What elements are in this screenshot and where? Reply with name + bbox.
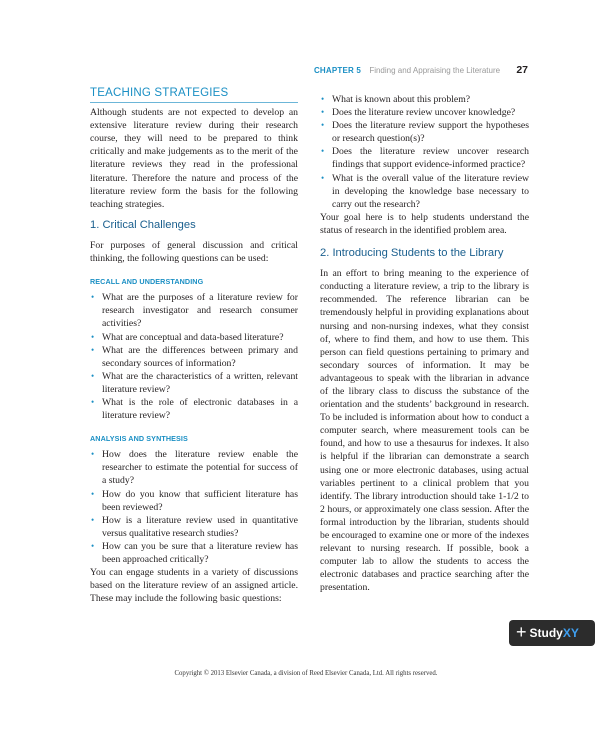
bullet-icon: • bbox=[91, 344, 95, 355]
list-item: • How does the literature review enable the researcher to estimate the potential for success of a study? bbox=[91, 449, 298, 487]
library-heading: 2. Introducing Students to the Library bbox=[320, 247, 504, 260]
list-item: • How is a literature review used in quantitative versus qualitative research studies? bbox=[91, 514, 298, 539]
list-item: • What are conceptual and data-based literature? bbox=[91, 331, 284, 343]
copyright-footer: Copyright © 2013 Elsevier Canada, a division of Reed Elsevier Canada, Ltd. All rights reserved. bbox=[174, 670, 438, 677]
analysis-heading: ANALYSIS AND SYNTHESIS bbox=[90, 434, 188, 444]
badge-prefix: Study bbox=[529, 626, 563, 640]
list-item: • What is known about this problem? bbox=[321, 94, 471, 105]
left-column bbox=[90, 87, 298, 605]
chapter-label: CHAPTER 5 bbox=[313, 66, 362, 75]
chapter-title: Finding and Appraising the Literature bbox=[369, 66, 501, 75]
bullet-icon: • bbox=[91, 396, 95, 407]
list-item: • Does the literature review uncover research findings that support evidence-informed practice? bbox=[321, 146, 529, 171]
analysis-list bbox=[90, 448, 298, 566]
bullet-icon: • bbox=[91, 292, 95, 303]
bullet-icon: • bbox=[91, 488, 95, 499]
list-item: • What are the characteristics of a written, relevant literature review? bbox=[91, 370, 298, 395]
badge-suffix: XY bbox=[562, 626, 579, 640]
bullet-icon: • bbox=[321, 107, 325, 118]
plus-icon: + bbox=[516, 622, 527, 642]
bullet-icon: • bbox=[321, 172, 325, 183]
recall-heading: RECALL AND UNDERSTANDING bbox=[90, 277, 204, 287]
bullet-icon: • bbox=[321, 120, 325, 131]
running-header bbox=[300, 64, 528, 78]
recall-list bbox=[90, 291, 298, 422]
question-list bbox=[320, 93, 529, 211]
list-item: • Does the literature review support the hypotheses or research question(s)? bbox=[321, 120, 529, 145]
right-column bbox=[320, 93, 529, 594]
library-paragraph: In an effort to bring meaning to the experience of conducting a literature review, a trip to the library is recommended. The reference librarian can be tremendously helpful in providing explanations about nursing and non-nursing indexes, what they consist of, where to find them, and how to use them. This person can field questions pertaining to primary and secondary sources of information. It may be advantageous to speak with the librarian in advance of the library class to discuss the substance of the orientation and the students’ background in research. To be included is information about how to conduct a computer search, where measurement tools can be found, and how to use a thesaurus for indexes. It also is helpful if the librarian can demonstrate a search using one or more electronic databases, using actual variables pertinent to a clinical problem that you identify. The library introduction should take 1-1/2 to 2 hours, or approximately one class session. After the formal introduction by the librarian, students should be encouraged to examine one or more of the indexes relevant to nursing research. If possible, book a computer lab to allow the students to access the electronic databases and practice searching after the presentation. bbox=[320, 268, 529, 594]
list-item: • How do you know that sufficient literature has been reviewed? bbox=[91, 488, 298, 513]
bullet-icon: • bbox=[321, 94, 325, 104]
bullet-icon: • bbox=[91, 540, 95, 551]
studyxy-badge[interactable] bbox=[509, 620, 595, 646]
critical-intro-paragraph: For purposes of general discussion and critical thinking, the following questions can be used: bbox=[90, 239, 298, 265]
page-number: 27 bbox=[516, 64, 528, 76]
list-item: • Does the literature review uncover knowledge? bbox=[321, 107, 516, 119]
bullet-icon: • bbox=[91, 449, 95, 460]
section-title: TEACHING STRATEGIES bbox=[90, 87, 298, 103]
list-item: • What are the differences between primary and secondary sources of information? bbox=[91, 344, 298, 369]
list-item: • What are the purposes of a literature review for research investigator and research consumer activities? bbox=[91, 292, 298, 330]
bullet-icon: • bbox=[91, 514, 95, 525]
list-item: • What is the overall value of the literature review in developing the knowledge base necessary to carry out the research? bbox=[321, 172, 529, 210]
critical-challenges-heading: 1. Critical Challenges bbox=[90, 218, 196, 231]
bullet-icon: • bbox=[91, 331, 95, 342]
list-item: • What is the role of electronic databases in a literature review? bbox=[91, 396, 298, 422]
bullet-icon: • bbox=[91, 370, 95, 381]
goal-paragraph: Your goal here is to help students understand the status of research in the identified problem area. bbox=[320, 211, 529, 236]
bullet-icon: • bbox=[321, 146, 325, 157]
intro-paragraph: Although students are not expected to develop an extensive literature review during their research course, they will need to be prepared to think critically and make judgements as to the merit of the literature reviews they read in the professional literature. Therefore the nature and process of the literature review form the basis for the following teaching strategies. bbox=[90, 107, 298, 210]
list-item: • How can you be sure that a literature review has been approached critically? bbox=[91, 540, 298, 565]
closing-paragraph: You can engage students in a variety of discussions based on the literature review of an assigned article. These may include the following basic questions: bbox=[90, 567, 298, 605]
